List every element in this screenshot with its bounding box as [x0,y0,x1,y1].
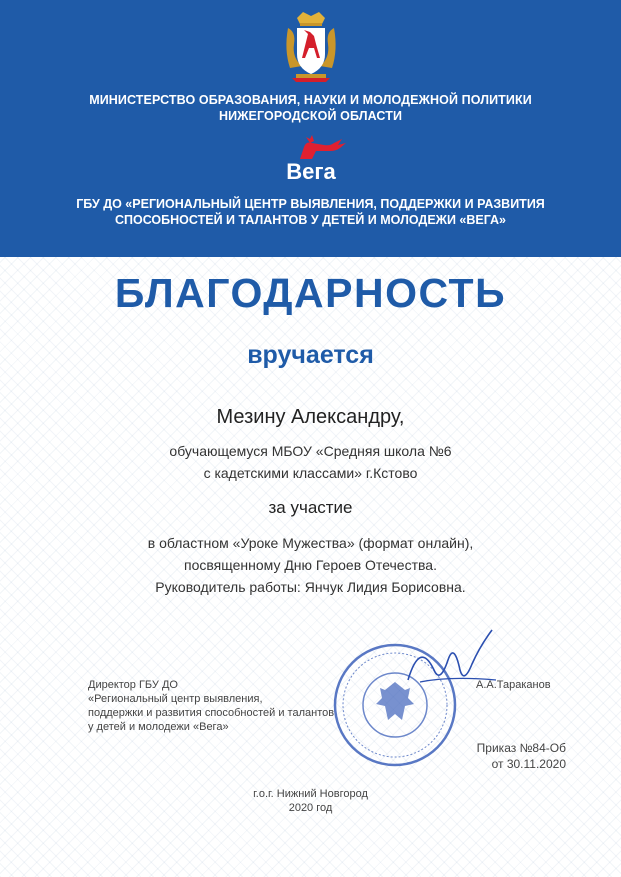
certificate-subtitle: вручается [247,341,374,369]
center-name [0,196,621,228]
ministry-line-1: МИНИСТЕРСТВО ОБРАЗОВАНИЯ, НАУКИ И МОЛОДЕЖНОЙ ПОЛИТИКИ [89,93,532,107]
director-line-4: у детей и молодежи «Вега» [88,721,229,733]
order-number: Приказ №84-Об [476,741,566,755]
ministry-name [0,92,621,124]
deer-logo-icon [290,135,352,161]
event-line-2: посвященному Дню Героев Отечества. [184,557,437,573]
event-line-3: Руководитель работы: Янчук Лидия Борисовна. [155,579,466,595]
center-line-2: СПОСОБНОСТЕЙ И ТАЛАНТОВ У ДЕТЕЙ И МОЛОДЕЖИ «ВЕГА» [114,213,507,227]
school-info [0,440,621,484]
director-line-2: «Региональный центр выявления, [88,693,263,705]
event-line-1: в областном «Уроке Мужества» (формат онлайн), [147,535,474,551]
signer-name: А.А.Тараканов [476,679,551,691]
header-banner [0,0,621,257]
certificate-title: БЛАГОДАРНОСТЬ [114,270,507,316]
center-line-1: ГБУ ДО «РЕГИОНАЛЬНЫЙ ЦЕНТР ВЫЯВЛЕНИЯ, ПОДДЕРЖКИ И РАЗВИТИЯ [76,197,545,211]
school-line-1: обучающемуся МБОУ «Средняя школа №6 [169,443,452,459]
coat-of-arms-icon [282,10,340,84]
vega-logo-text: Вега [286,159,336,184]
order-info [430,740,566,772]
ministry-line-2: НИЖЕГОРОДСКОЙ ОБЛАСТИ [218,109,403,123]
director-info [88,678,334,734]
city-year [0,787,621,815]
year: 2020 год [288,802,333,814]
event-info [0,532,621,598]
director-line-1: Директор ГБУ ДО [88,679,178,691]
city-name: г.о.г. Нижний Новгород [253,788,368,800]
recipient-name: Мезину Александру, [216,406,405,428]
for-text: за участие [268,498,353,517]
school-line-2: с кадетскими классами» г.Кстово [203,465,418,481]
order-date: от 30.11.2020 [491,757,566,771]
director-line-3: поддержки и развития способностей и талантов [88,707,335,719]
